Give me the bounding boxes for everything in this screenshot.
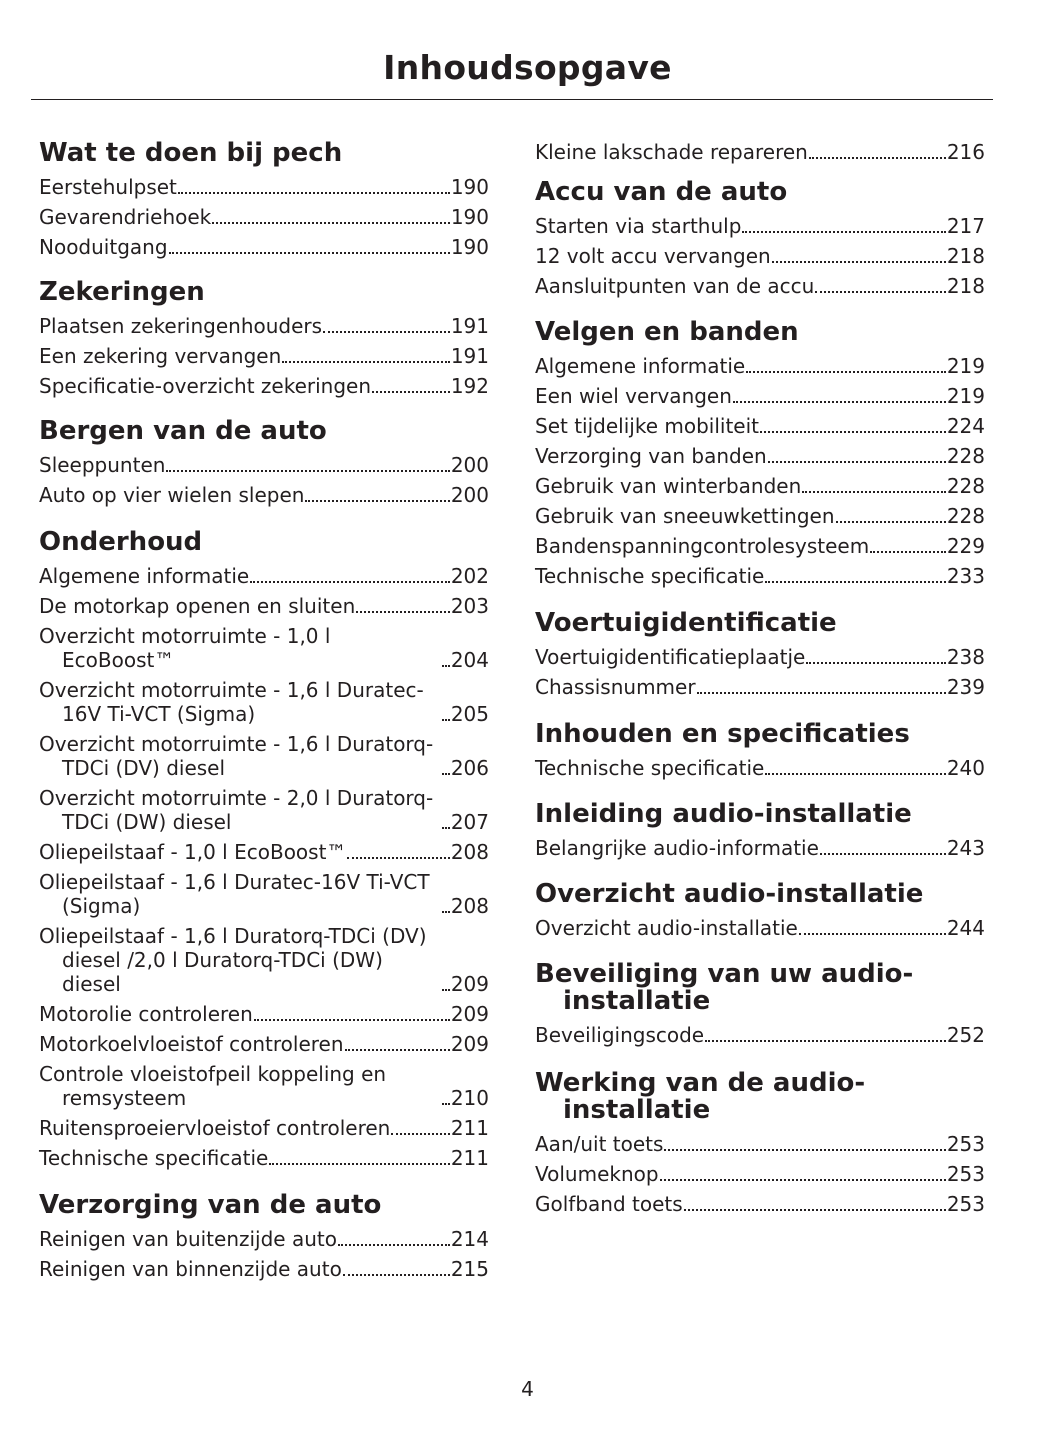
section-title: Bergen van de auto xyxy=(39,416,327,446)
toc-entry-page: 218 xyxy=(946,274,985,298)
toc-entry-label: Voertuigidentificatieplaatje xyxy=(535,645,806,669)
dot-leader xyxy=(799,933,946,935)
toc-entry-label: Gebruik van sneeuwkettingen xyxy=(535,504,835,528)
toc-section xyxy=(535,961,985,1047)
section-title: Inleiding audio-installatie xyxy=(535,799,912,829)
toc-entry[interactable] xyxy=(39,924,489,996)
toc-entry-label: Overzicht motorruimte - 1,6 l Duratorq-TDCi (DV) diesel xyxy=(39,732,434,780)
toc-entry-label: Een zekering vervangen xyxy=(39,344,282,368)
dot-leader xyxy=(760,431,946,433)
toc-entry-page: 218 xyxy=(946,244,985,268)
toc-entry[interactable] xyxy=(535,354,985,378)
toc-entry-page: 210 xyxy=(450,1086,489,1110)
toc-entry-label: Aansluitpunten van de accu xyxy=(535,274,815,298)
section-title: Inhouden en specificaties xyxy=(535,719,910,749)
toc-entry[interactable] xyxy=(535,675,985,699)
toc-entry-page: 253 xyxy=(946,1162,985,1186)
toc-entry-page: 224 xyxy=(946,414,985,438)
toc-entry-page: 228 xyxy=(946,444,985,468)
toc-entry[interactable] xyxy=(535,1132,985,1156)
section-title: Wat te doen bij pech xyxy=(39,138,343,168)
toc-entry-label: Chassisnummer xyxy=(535,675,696,699)
toc-entry[interactable] xyxy=(39,175,489,199)
toc-entry[interactable] xyxy=(39,840,489,864)
toc-entry-page: 209 xyxy=(450,1032,489,1056)
section-title: Werking van de audio-installatie xyxy=(535,1068,866,1125)
toc-entry-label: De motorkap openen en sluiten xyxy=(39,594,356,618)
toc-entry[interactable] xyxy=(39,624,489,672)
toc-entry-label: Motorolie controleren xyxy=(39,1002,253,1026)
toc-entry[interactable] xyxy=(39,732,489,780)
toc-entry[interactable] xyxy=(535,474,985,498)
toc-section xyxy=(39,529,489,1170)
dot-leader xyxy=(442,989,450,991)
toc-entry[interactable] xyxy=(39,235,489,259)
dot-leader xyxy=(765,773,946,775)
toc-entry-label: Een wiel vervangen xyxy=(535,384,732,408)
toc-entry-label: Beveiligingscode xyxy=(535,1023,705,1047)
dot-leader xyxy=(305,500,449,502)
dot-leader xyxy=(806,662,946,664)
toc-entry-label: Verzorging van banden xyxy=(535,444,767,468)
dot-leader xyxy=(212,222,450,224)
toc-entry-label: Set tijdelijke mobiliteit xyxy=(535,414,759,438)
toc-entry-label: Reinigen van buitenzijde auto xyxy=(39,1227,337,1251)
toc-section xyxy=(535,801,985,860)
toc-entry[interactable] xyxy=(535,836,985,860)
toc-entry-page: 239 xyxy=(946,675,985,699)
page-number: 4 xyxy=(521,1377,534,1401)
dot-leader xyxy=(347,857,449,859)
toc-entry[interactable] xyxy=(39,594,489,618)
section-title: Overzicht audio-installatie xyxy=(535,879,924,909)
section-title: Beveiliging van uw audio-installatie xyxy=(535,959,914,1016)
toc-entry-label: Sleeppunten xyxy=(39,453,166,477)
toc-entry-label: Oliepeilstaaf - 1,6 l Duratorq-TDCi (DV) diesel /2,0 l Duratorq-TDCi (DW) diesel xyxy=(39,924,427,996)
page-title: Inhoudsopgave xyxy=(383,48,672,87)
toc-entry-page: 202 xyxy=(450,564,489,588)
toc-entry[interactable] xyxy=(39,786,489,834)
toc-entry[interactable] xyxy=(535,274,985,298)
toc-entry[interactable] xyxy=(39,1227,489,1251)
toc-entry-label: Motorkoelvloeistof controleren xyxy=(39,1032,344,1056)
toc-entry-page: 219 xyxy=(946,354,985,378)
toc-entry[interactable] xyxy=(535,140,985,164)
dot-leader xyxy=(372,391,450,393)
toc-entry[interactable] xyxy=(39,314,489,338)
dot-leader xyxy=(684,1209,946,1211)
dot-leader xyxy=(345,1049,450,1051)
toc-entry-page: 253 xyxy=(946,1132,985,1156)
dot-leader xyxy=(765,581,946,583)
toc-entry[interactable] xyxy=(39,1146,489,1170)
section-title: Verzorging van de auto xyxy=(39,1190,382,1220)
toc-entry-page: 216 xyxy=(946,140,985,164)
dot-leader xyxy=(442,665,450,667)
dot-leader xyxy=(442,773,450,775)
dot-leader xyxy=(660,1179,946,1181)
toc-entry[interactable] xyxy=(535,384,985,408)
dot-leader xyxy=(705,1040,946,1042)
toc-entry[interactable] xyxy=(535,444,985,468)
toc-entry-label: Nooduitgang xyxy=(39,235,168,259)
toc-entry-page: 211 xyxy=(450,1146,489,1170)
toc-entry-label: Technische specificatie xyxy=(535,564,765,588)
dot-leader xyxy=(442,911,450,913)
toc-entry[interactable] xyxy=(535,1192,985,1216)
toc-section xyxy=(535,179,985,298)
toc-entry[interactable] xyxy=(535,1162,985,1186)
toc-section xyxy=(535,610,985,699)
toc-entry-label: Auto op vier wielen slepen xyxy=(39,483,305,507)
toc-entry-label: 12 volt accu vervangen xyxy=(535,244,771,268)
toc-entry[interactable] xyxy=(39,453,489,477)
toc-entry-label: Plaatsen zekeringenhouders xyxy=(39,314,323,338)
dot-leader xyxy=(836,521,946,523)
dot-leader xyxy=(282,361,450,363)
dot-leader xyxy=(746,371,946,373)
toc-section xyxy=(535,721,985,780)
toc-entry-label: Ruitensproeiervloeistof controleren xyxy=(39,1116,391,1140)
section-title: Velgen en banden xyxy=(535,317,799,347)
toc-entry-label: Overzicht motorruimte - 1,0 l EcoBoost™ xyxy=(39,624,331,672)
toc-entry-label: Overzicht motorruimte - 2,0 l Duratorq-TDCi (DW) diesel xyxy=(39,786,434,834)
toc-entry-page: 209 xyxy=(450,1002,489,1026)
toc-section xyxy=(535,1070,985,1216)
toc-section xyxy=(39,1192,489,1281)
dot-leader xyxy=(442,827,450,829)
section-title: Accu van de auto xyxy=(535,177,788,207)
toc-entry[interactable] xyxy=(535,756,985,780)
toc-entry-page: 190 xyxy=(450,205,489,229)
toc-entry[interactable] xyxy=(535,244,985,268)
toc-entry-page: 229 xyxy=(946,534,985,558)
dot-leader xyxy=(802,491,946,493)
toc-entry-page: 200 xyxy=(450,453,489,477)
toc-section xyxy=(39,418,489,507)
toc-entry-page: 215 xyxy=(450,1257,489,1281)
toc-left-column xyxy=(39,140,489,1287)
toc-entry-label: Technische specificatie xyxy=(39,1146,269,1170)
toc-entry-page: 190 xyxy=(450,235,489,259)
dot-leader xyxy=(178,192,450,194)
toc-entry[interactable] xyxy=(535,645,985,669)
toc-section xyxy=(535,319,985,588)
toc-section xyxy=(39,279,489,398)
toc-entry-page: 243 xyxy=(946,836,985,860)
toc-entry[interactable] xyxy=(535,916,985,940)
toc-entry-page: 208 xyxy=(450,840,489,864)
toc-entry-page: 192 xyxy=(450,374,489,398)
dot-leader xyxy=(169,252,450,254)
toc-entry[interactable] xyxy=(39,564,489,588)
toc-entry[interactable] xyxy=(535,504,985,528)
toc-section xyxy=(39,140,489,259)
toc-entry-page: 228 xyxy=(946,504,985,528)
toc-entry-page: 200 xyxy=(450,483,489,507)
toc-entry-label: Gebruik van winterbanden xyxy=(535,474,802,498)
toc-entry[interactable] xyxy=(535,214,985,238)
dot-leader xyxy=(733,401,946,403)
toc-entry-label: Eerstehulpset xyxy=(39,175,177,199)
dot-leader xyxy=(768,461,946,463)
toc-entry[interactable] xyxy=(39,1002,489,1026)
dot-leader xyxy=(343,1274,450,1276)
dot-leader xyxy=(250,581,450,583)
toc-entry-page: 207 xyxy=(450,810,489,834)
toc-entry-page: 217 xyxy=(946,214,985,238)
toc-entry-label: Specificatie-overzicht zekeringen xyxy=(39,374,372,398)
toc-entry[interactable] xyxy=(39,483,489,507)
dot-leader xyxy=(697,692,946,694)
toc-entry[interactable] xyxy=(39,1062,489,1110)
toc-entry-page: 190 xyxy=(450,175,489,199)
dot-leader xyxy=(820,853,946,855)
toc-entry-page: 204 xyxy=(450,648,489,672)
toc-entry-label: Overzicht audio-installatie xyxy=(535,916,798,940)
toc-entry-page: 209 xyxy=(450,972,489,996)
toc-entry-label: Oliepeilstaaf - 1,6 l Duratec-16V Ti-VCT (Sigma) xyxy=(39,870,430,918)
dot-leader xyxy=(254,1019,450,1021)
toc-entry-label: Golfband toets xyxy=(535,1192,683,1216)
toc-section xyxy=(535,140,985,164)
dot-leader xyxy=(870,551,946,553)
toc-entry-page: 214 xyxy=(450,1227,489,1251)
toc-section xyxy=(535,881,985,940)
toc-entry[interactable] xyxy=(535,414,985,438)
dot-leader xyxy=(269,1163,450,1165)
toc-entry-label: Controle vloeistofpeil koppeling en remsysteem xyxy=(39,1062,387,1110)
toc-entry-label: Technische specificatie xyxy=(535,756,765,780)
toc-entry-page: 228 xyxy=(946,474,985,498)
toc-entry-label: Overzicht motorruimte - 1,6 l Duratec-16V Ti-VCT (Sigma) xyxy=(39,678,424,726)
toc-entry-page: 203 xyxy=(450,594,489,618)
dot-leader xyxy=(442,719,450,721)
toc-entry-page: 208 xyxy=(450,894,489,918)
toc-entry[interactable] xyxy=(39,870,489,918)
toc-right-column xyxy=(535,140,985,1222)
title-divider xyxy=(31,99,993,100)
dot-leader xyxy=(338,1244,450,1246)
toc-entry-page: 238 xyxy=(946,645,985,669)
dot-leader xyxy=(323,331,450,333)
toc-entry-page: 211 xyxy=(450,1116,489,1140)
toc-entry[interactable] xyxy=(39,1032,489,1056)
toc-entry-page: 191 xyxy=(450,344,489,368)
toc-entry-page: 244 xyxy=(946,916,985,940)
toc-entry-page: 191 xyxy=(450,314,489,338)
toc-entry[interactable] xyxy=(535,564,985,588)
toc-entry-label: Kleine lakschade repareren xyxy=(535,140,808,164)
toc-entry-label: Gevarendriehoek xyxy=(39,205,212,229)
toc-entry[interactable] xyxy=(39,205,489,229)
section-title: Voertuigidentificatie xyxy=(535,608,837,638)
toc-entry-page: 206 xyxy=(450,756,489,780)
toc-entry[interactable] xyxy=(39,1257,489,1281)
toc-entry-page: 252 xyxy=(946,1023,985,1047)
toc-entry[interactable] xyxy=(535,534,985,558)
toc-entry-label: Algemene informatie xyxy=(535,354,746,378)
dot-leader xyxy=(442,1103,450,1105)
toc-entry-page: 240 xyxy=(946,756,985,780)
toc-entry-page: 205 xyxy=(450,702,489,726)
dot-leader xyxy=(809,157,946,159)
dot-leader xyxy=(166,470,449,472)
toc-entry-label: Belangrijke audio-informatie xyxy=(535,836,819,860)
dot-leader xyxy=(356,611,450,613)
toc-entry-label: Bandenspanningcontrolesysteem xyxy=(535,534,870,558)
toc-entry-page: 253 xyxy=(946,1192,985,1216)
dot-leader xyxy=(815,291,946,293)
toc-entry-label: Algemene informatie xyxy=(39,564,250,588)
dot-leader xyxy=(664,1149,945,1151)
toc-entry[interactable] xyxy=(39,1116,489,1140)
toc-entry-page: 233 xyxy=(946,564,985,588)
section-title: Zekeringen xyxy=(39,277,205,307)
dot-leader xyxy=(772,261,946,263)
dot-leader xyxy=(391,1133,449,1135)
toc-entry[interactable] xyxy=(535,1023,985,1047)
section-title: Onderhoud xyxy=(39,527,203,557)
toc-entry-label: Starten via starthulp xyxy=(535,214,742,238)
toc-entry[interactable] xyxy=(39,374,489,398)
dot-leader xyxy=(742,231,945,233)
toc-entry[interactable] xyxy=(39,678,489,726)
toc-entry-label: Reinigen van binnenzijde auto xyxy=(39,1257,342,1281)
toc-entry-page: 219 xyxy=(946,384,985,408)
toc-entry-label: Volumeknop xyxy=(535,1162,659,1186)
toc-entry[interactable] xyxy=(39,344,489,368)
toc-entry-label: Aan/uit toets xyxy=(535,1132,664,1156)
toc-entry-label: Oliepeilstaaf - 1,0 l EcoBoost™ xyxy=(39,840,347,864)
